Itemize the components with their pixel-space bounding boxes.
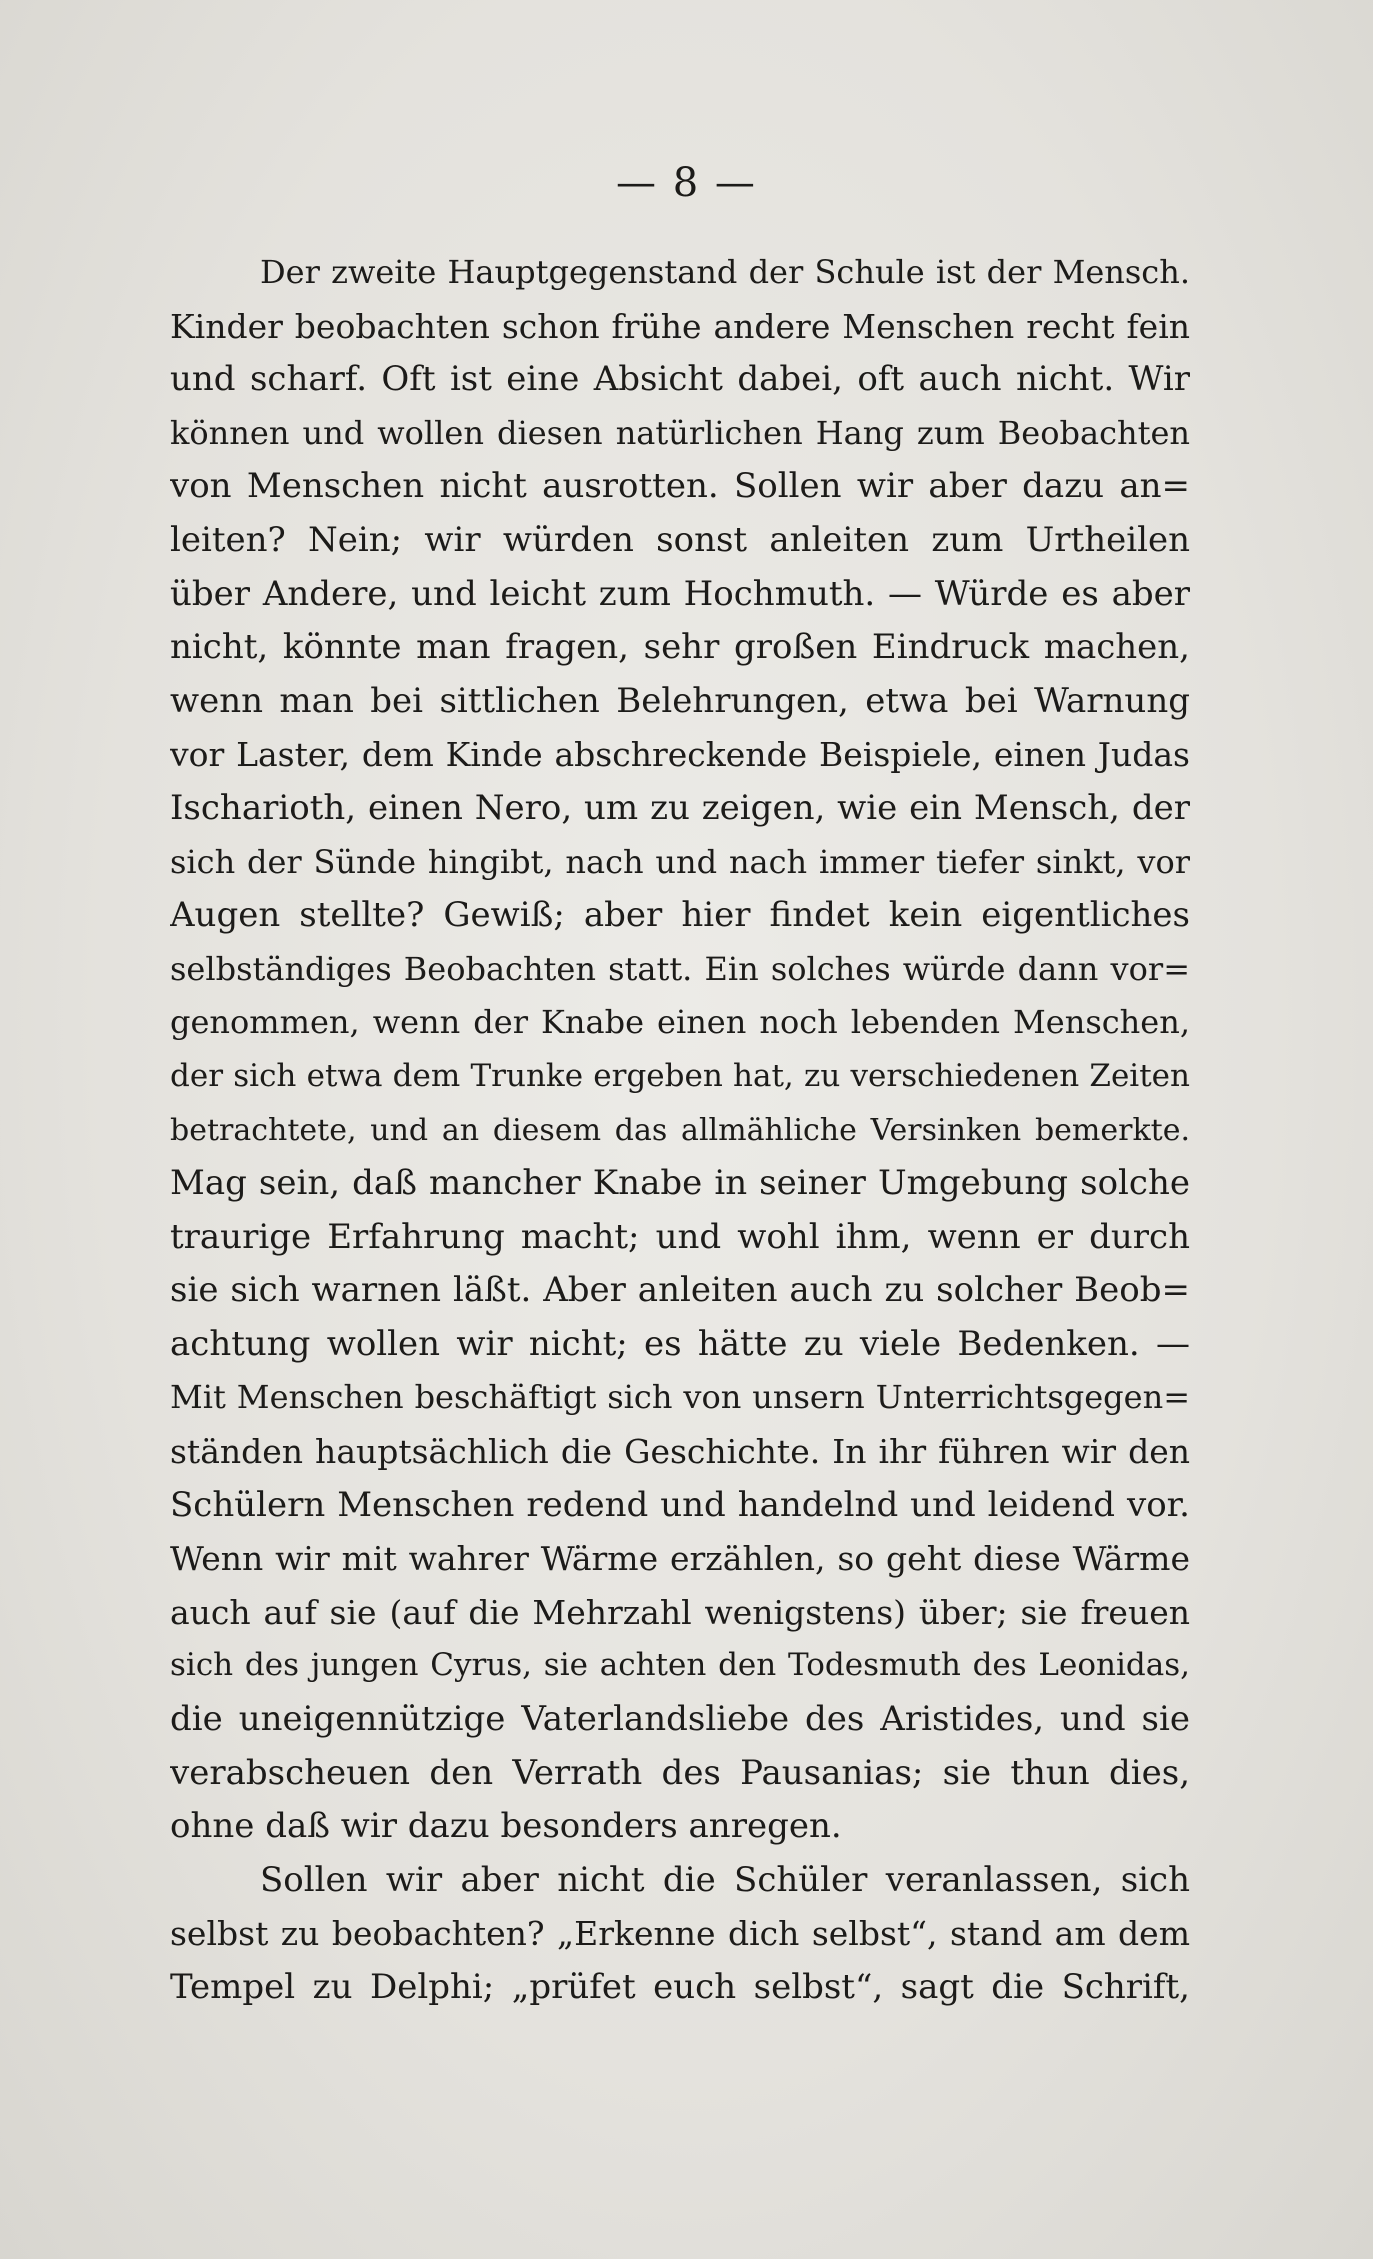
text-line: der sich etwa dem Trunke ergeben hat, zu verschiedenen Zeiten (170, 1057, 1190, 1094)
text-line: Mag sein, daß mancher Knabe in seiner Umgebung solche (170, 1163, 1190, 1204)
text-line: selbständiges Beobachten statt. Ein solches würde dann vor= (170, 949, 1190, 988)
text-line: selbst zu beobachten? „Erkenne dich selbst“, stand am dem (170, 1914, 1190, 1954)
text-line: über Andere, und leicht zum Hochmuth. — Würde es aber (170, 573, 1190, 614)
text-line: leiten? Nein; wir würden sonst anleiten zum Urtheilen (170, 519, 1190, 560)
text-line: vor Laster, dem Kinde abschreckende Beispiele, einen Judas (170, 735, 1190, 775)
text-line: nicht, könnte man fragen, sehr großen Eindruck machen, (170, 627, 1190, 668)
text-line: Sollen wir aber nicht die Schüler veranlassen, sich (260, 1859, 1190, 1900)
text-line: sich der Sünde hingibt, nach und nach immer tiefer sinkt, vor (170, 842, 1190, 881)
text-line: Kinder beobachten schon frühe andere Menschen recht fein (170, 306, 1190, 346)
text-line: wenn man bei sittlichen Belehrungen, etwa bei Warnung (170, 680, 1190, 721)
text-line: genommen, wenn der Knabe einen noch lebenden Menschen, (170, 1003, 1190, 1042)
text-line: verabscheuen den Verrath des Pausanias; sie thun dies, (170, 1752, 1190, 1793)
text-line: Schülern Menschen redend und handelnd und leidend vor. (170, 1484, 1190, 1525)
text-line: Mit Menschen beschäftigt sich von unsern Unterrichtsgegen= (170, 1378, 1190, 1417)
text-line: auch auf sie (auf die Mehrzahl wenigstens) über; sie freuen (170, 1592, 1190, 1632)
text-line: die uneigennützige Vaterlandsliebe des Aristides, und sie (170, 1699, 1190, 1740)
text-line: Augen stellte? Gewiß; aber hier findet kein eigentliches (170, 895, 1190, 936)
text-line: achtung wollen wir nicht; es hätte zu viele Bedenken. — (170, 1323, 1190, 1364)
text-line: Ischarioth, einen Nero, um zu zeigen, wie ein Mensch, der (170, 787, 1190, 828)
page-number: — 8 — (616, 160, 757, 206)
text-line: Der zweite Hauptgegenstand der Schule ist der Mensch. (260, 253, 1190, 291)
text-line: sich des jungen Cyrus, sie achten den Todesmuth des Leonidas, (170, 1647, 1190, 1684)
text-line: können und wollen diesen natürlichen Hang zum Beobachten (170, 413, 1190, 452)
text-line: Tempel zu Delphi; „prüfet euch selbst“, sagt die Schrift, (170, 1967, 1190, 2007)
text-line: Wenn wir mit wahrer Wärme erzählen, so geht diese Wärme (170, 1539, 1190, 1579)
text-line: ohne daß wir dazu besonders anregen. (170, 1806, 842, 1847)
text-line: sie sich warnen läßt. Aber anleiten auch zu solcher Beob= (170, 1270, 1190, 1311)
text-line: von Menschen nicht ausrotten. Sollen wir aber dazu an= (170, 466, 1190, 507)
text-line: und scharf. Oft ist eine Absicht dabei, oft auch nicht. Wir (170, 359, 1190, 400)
text-line: betrachtete, und an diesem das allmähliche Versinken bemerkte. (170, 1112, 1190, 1148)
text-line: traurige Erfahrung macht; und wohl ihm, wenn er durch (170, 1216, 1190, 1257)
text-line: ständen hauptsächlich die Geschichte. In ihr führen wir den (170, 1432, 1190, 1472)
body-text (170, 246, 1190, 2015)
